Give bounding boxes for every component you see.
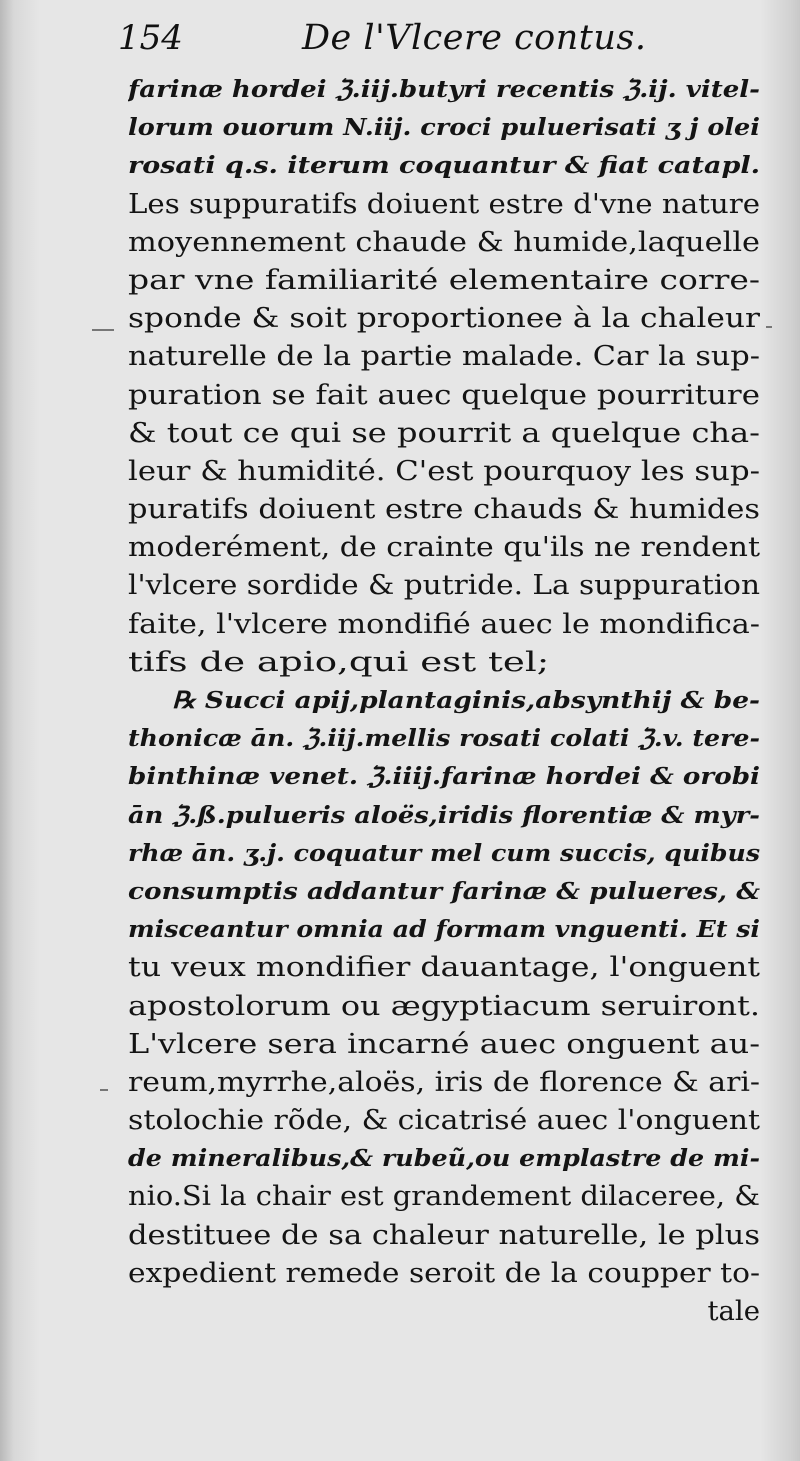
text-line: moyennement chaude & humide,laquelle bbox=[128, 225, 760, 258]
text-line: L'vlcere sera incarné auec onguent au- bbox=[128, 1027, 760, 1060]
text-line: tu veux mondifier dauantage, l'onguent bbox=[128, 951, 760, 984]
text-line: tifs de apio,qui est tel; bbox=[128, 645, 550, 678]
text-line: nio.Si la chair est grandement dilaceree, & bbox=[128, 1180, 760, 1213]
text-line: apostolorum ou ægyptiacum seruiront. bbox=[128, 989, 760, 1022]
text-line: lorum ouorum N.iij. croci puluerisati ʒ j olei bbox=[128, 113, 760, 142]
text-line: stolochie rõde, & cicatrisé auec l'onguent bbox=[128, 1104, 760, 1137]
text-line: destituee de sa chaleur naturelle, le plus bbox=[128, 1218, 760, 1251]
text-line: puration se fait auec quelque pourriture bbox=[128, 378, 760, 411]
text-line: de mineralibus,& rubeũ,ou emplastre de mi- bbox=[128, 1144, 760, 1173]
margin-mark bbox=[92, 329, 114, 331]
running-title: De l'Vlcere contus. bbox=[302, 18, 647, 58]
text-line: consumptis addantur farinæ & pulueres, & bbox=[128, 876, 760, 905]
text-line: rhæ ān. ʒ.j. coquatur mel cum succis, quibus bbox=[128, 838, 760, 867]
text-line: thonicæ ān. ℨ.iij.mellis rosati colati ℨ.v. tere- bbox=[128, 724, 760, 753]
text-line: par vne familiarité elementaire corre- bbox=[128, 263, 760, 296]
text-line: sponde & soit proportionee à la chaleur bbox=[128, 302, 760, 335]
text-line: leur & humidité. C'est pourquoy les sup- bbox=[128, 454, 760, 487]
text-line: misceantur omnia ad formam vnguenti. Et si bbox=[128, 915, 760, 944]
text-line: l'vlcere sordide & putride. La suppuration bbox=[128, 569, 760, 602]
text-line: farinæ hordei ℨ.iij.butyri recentis ℨ.ij. vitel- bbox=[128, 75, 760, 103]
text-line: Les suppuratifs doiuent estre d'vne nature bbox=[128, 187, 760, 220]
text-line: puratifs doiuent estre chauds & humides bbox=[128, 493, 760, 526]
text-line: moderément, de crainte qu'ils ne rendent bbox=[128, 531, 760, 564]
page-header bbox=[118, 18, 758, 64]
text-line: binthinæ venet. ℨ.iiij.farinæ hordei & orobi bbox=[128, 762, 760, 791]
text-line: ℞ Succi apij,plantaginis,absynthij & be- bbox=[172, 686, 760, 714]
text-line: tale bbox=[707, 1295, 760, 1327]
text-line: & tout ce qui se pourrit a quelque cha- bbox=[128, 416, 760, 449]
text-line: expedient remede seroit de la coupper to- bbox=[128, 1256, 760, 1289]
text-line: naturelle de la partie malade. Car la sup- bbox=[128, 340, 760, 373]
text-line: reum,myrrhe,aloës, iris de florence & ari- bbox=[128, 1065, 760, 1098]
text-line: ān ℨ.ß.pulueris aloës,iridis florentiæ & myr- bbox=[128, 800, 760, 829]
body-text bbox=[128, 70, 760, 1330]
text-line: rosati q.s. iterum coquantur & fiat catapl. bbox=[128, 151, 760, 180]
margin-mark bbox=[100, 1089, 108, 1091]
page-number: 154 bbox=[118, 18, 183, 58]
margin-mark bbox=[766, 326, 772, 328]
text-line: faite, l'vlcere mondifié auec le mondifica- bbox=[128, 607, 760, 640]
